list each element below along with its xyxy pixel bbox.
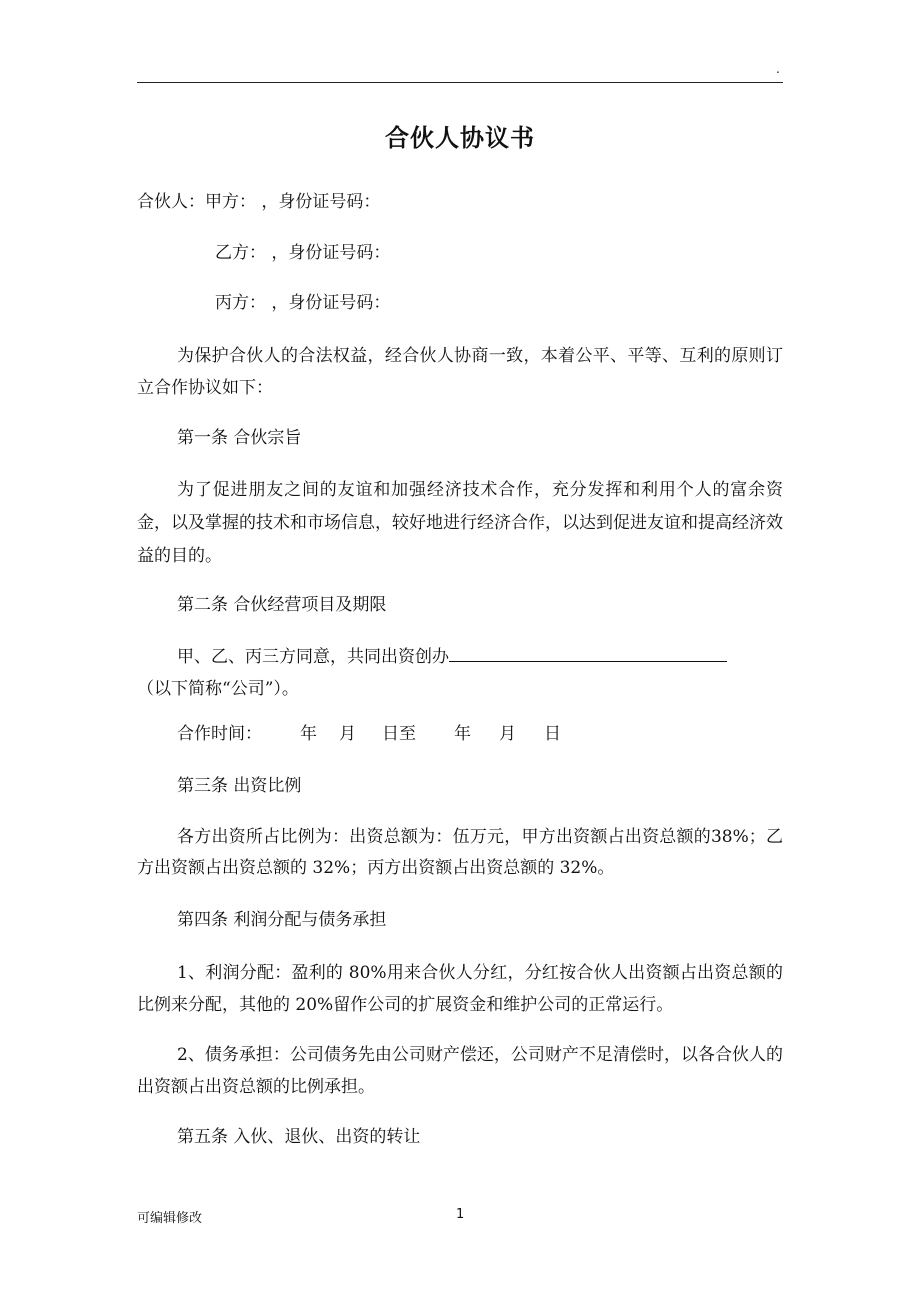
article2-body-prefix: 甲、乙、丙三方同意，共同出资创办 [177,647,449,667]
page-number: 1 [456,1207,465,1222]
parties-label: 合伙人： [137,192,205,212]
time-month2: 月 [499,724,516,744]
cooperation-time-line [137,718,823,750]
header-rule [137,82,783,83]
time-day-to: 日至 [382,724,416,744]
article1-heading: 第一条 合伙宗旨 [177,428,302,448]
intro-paragraph: 为保护合伙人的合法权益，经合伙人协商一致，本着公平、平等、互利的原则订立合作协议如下： [137,346,783,398]
article2-body-suffix: （以下简称“公司”）。 [137,679,299,699]
header-dot: . [776,62,780,76]
document-title: 合伙人协议书 [385,124,535,152]
time-year2: 年 [454,724,471,744]
party-yi-line [137,237,861,269]
party-jia: 甲方： ，身份证号码： [205,192,381,212]
time-year1: 年 [300,724,317,744]
article4-item1: 1、利润分配：盈利的 80%用来合伙人分红，分红按合伙人出资额占出资总额的比例来分配，其他的 20%留作公司的扩展资金和维护公司的正常运行。 [137,963,783,1015]
article2-body-line1 [137,641,823,673]
article3-body: 各方出资所占比例为：出资总额为：伍万元，甲方出资额占出资总额的38%；乙方出资额占出资总额的 32%；丙方出资额占出资总额的 32%。 [137,827,783,878]
article1-body: 为了促进朋友之间的友谊和加强经济技术合作，充分发挥和利用个人的富余资金，以及掌握的技术和市场信息，较好地进行经济合作，以达到促进友谊和提高经济效益的目的。 [137,480,783,566]
article4-heading: 第四条 利润分配与债务承担 [177,910,387,930]
party-bing-line [137,287,861,319]
article5-heading: 第五条 入伙、退伙、出资的转让 [177,1127,421,1147]
company-name-blank [449,643,727,662]
party-jia-line [137,186,783,218]
article4-item2: 2、债务承担：公司债务先由公司财产偿还，公司财产不足清偿时，以各合伙人的出资额占出资总额的比例承担。 [137,1045,783,1097]
article3-heading: 第三条 出资比例 [177,776,302,796]
time-day2: 日 [544,724,561,744]
time-month1: 月 [339,724,356,744]
time-label: 合作时间： [177,724,262,744]
article2-heading: 第二条 合伙经营项目及期限 [177,595,387,615]
footer-editable-note: 可编辑修改 [137,1211,203,1226]
party-bing: 丙方： ，身份证号码： [215,293,391,313]
party-yi: 乙方： ，身份证号码： [215,243,391,263]
